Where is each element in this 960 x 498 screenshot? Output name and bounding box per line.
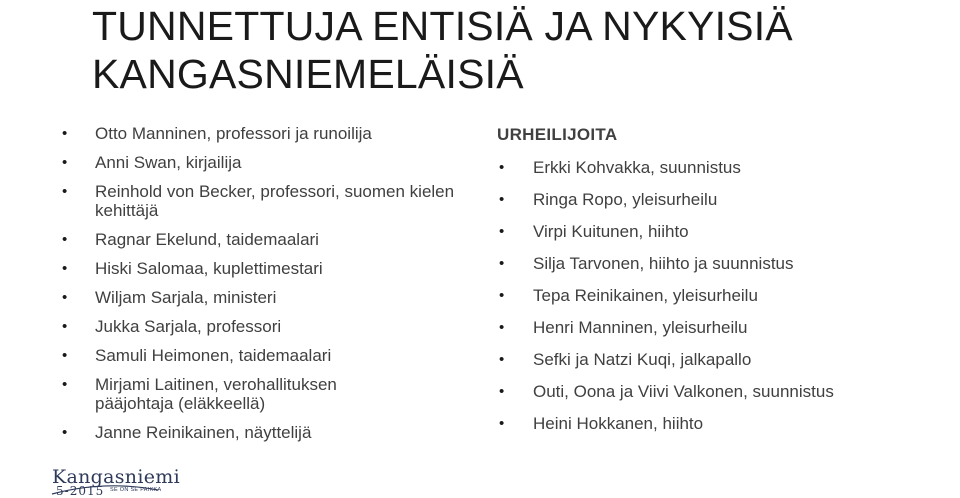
list-item: • Ragnar Ekelund, taidemaalari — [95, 230, 485, 249]
list-item: • Silja Tarvonen, hiihto ja suunnistus — [533, 254, 953, 273]
slide-title-line-2: KANGASNIEMELÄISIÄ — [92, 51, 524, 97]
slide-title — [92, 2, 793, 98]
list-item: • Wiljam Sarjala, ministeri — [95, 288, 485, 307]
list-item: • Sefki ja Natzi Kuqi, jalkapallo — [533, 350, 953, 369]
list-item: • Anni Swan, kirjailija — [95, 153, 485, 172]
slide-title-line-1: TUNNETTUJA ENTISIÄ JA NYKYISIÄ — [92, 3, 793, 49]
list-item: • Otto Manninen, professori ja runoilija — [95, 124, 485, 143]
athletes-list — [533, 158, 953, 446]
kangasniemi-logo — [52, 466, 212, 497]
athletes-heading: URHEILIJOITA — [497, 125, 618, 144]
list-item: • Outi, Oona ja Viivi Valkonen, suunnistus — [533, 382, 953, 401]
list-item: • Reinhold von Becker, professori, suomen kielen kehittäjä — [95, 182, 475, 220]
list-item: • Erkki Kohvakka, suunnistus — [533, 158, 953, 177]
logo-slogan: SE ON SE PAIKKA — [110, 487, 162, 493]
list-item: • Virpi Kuitunen, hiihto — [533, 222, 953, 241]
list-item: • Henri Manninen, yleisurheilu — [533, 318, 953, 337]
logo-name: Kangasniemi — [52, 466, 180, 488]
list-item: • Tepa Reinikainen, yleisurheilu — [533, 286, 953, 305]
list-item: • Samuli Heimonen, taidemaalari — [95, 346, 485, 365]
list-item: • Jukka Sarjala, professori — [95, 317, 485, 336]
list-item: • Heini Hokkanen, hiihto — [533, 414, 953, 433]
list-item: • Janne Reinikainen, näyttelijä — [95, 423, 485, 442]
list-item: • Hiski Salomaa, kuplettimestari — [95, 259, 485, 278]
notable-people-list — [95, 124, 485, 452]
list-item: • Ringa Ropo, yleisurheilu — [533, 190, 953, 209]
list-item: • Mirjami Laitinen, verohallituksen pääjohtaja (eläkkeellä) — [95, 375, 395, 413]
logo-year: 5-2015 — [56, 484, 105, 498]
